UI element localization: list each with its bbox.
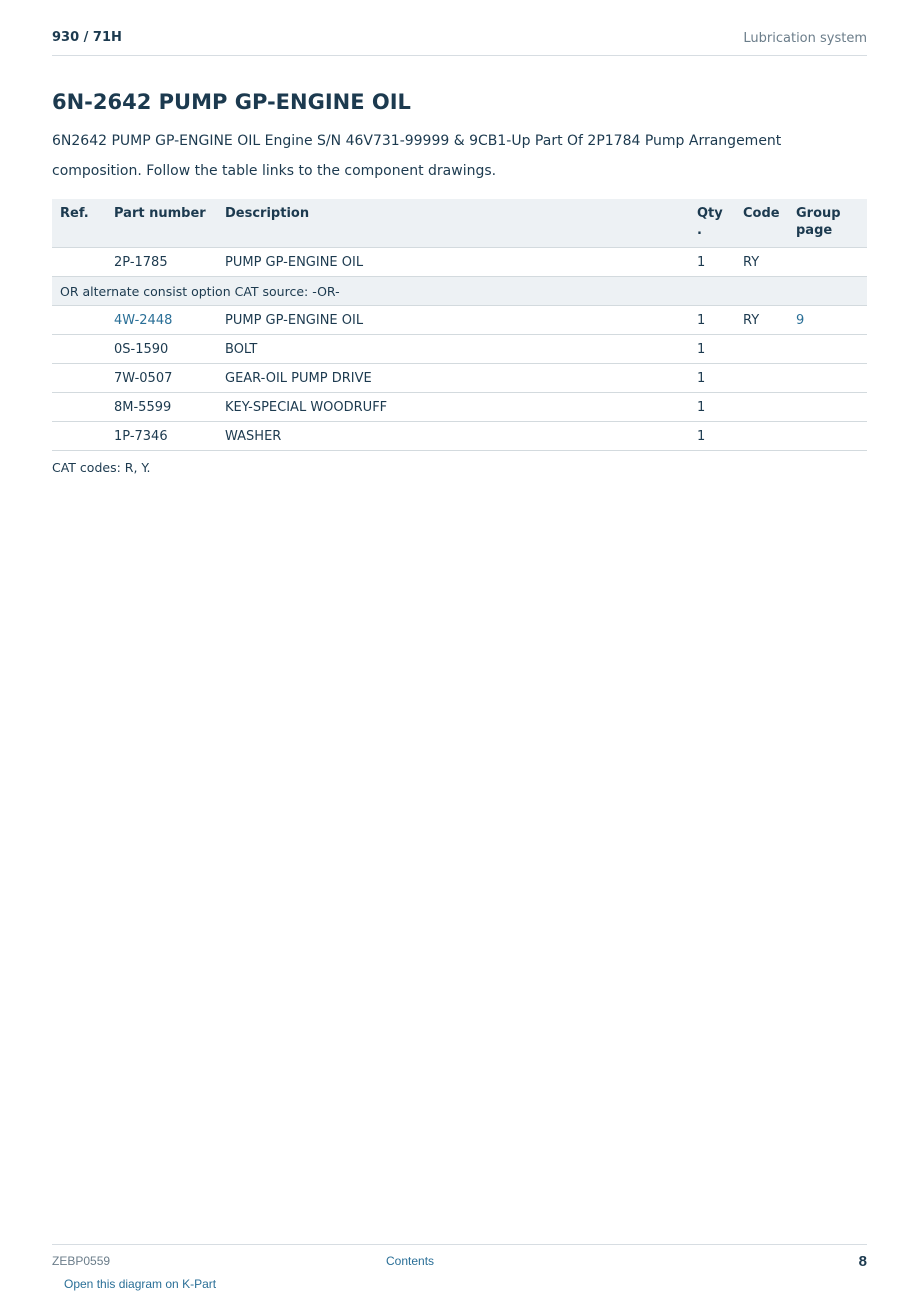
header-part-number: Part number <box>106 199 217 248</box>
table-row <box>52 393 867 422</box>
cell-description: KEY-SPECIAL WOODRUFF <box>217 393 689 422</box>
document-id: 930 / 71H <box>52 30 122 45</box>
cell-qty: 1 <box>689 364 735 393</box>
cell-description: PUMP GP-ENGINE OIL <box>217 306 689 335</box>
cell-group-page <box>788 364 867 393</box>
cell-qty: 1 <box>689 422 735 451</box>
cell-code <box>735 364 788 393</box>
table-header-row <box>52 199 867 248</box>
cell-part-number: 1P-7346 <box>106 422 217 451</box>
cell-qty: 1 <box>689 306 735 335</box>
alternate-note: OR alternate consist option CAT source: -OR- <box>52 277 867 306</box>
cell-group-page <box>788 422 867 451</box>
cell-qty: 1 <box>689 248 735 277</box>
cell-description: GEAR-OIL PUMP DRIVE <box>217 364 689 393</box>
cell-ref <box>52 393 106 422</box>
cell-code: RY <box>735 306 788 335</box>
cell-qty: 1 <box>689 335 735 364</box>
alternate-note-row <box>52 277 867 306</box>
cat-codes-note: CAT codes: R, Y. <box>52 460 151 475</box>
cell-ref <box>52 422 106 451</box>
cell-qty: 1 <box>689 393 735 422</box>
cell-ref <box>52 306 106 335</box>
table-row <box>52 422 867 451</box>
header-code: Code <box>735 199 788 248</box>
cell-group-page <box>788 248 867 277</box>
cell-ref <box>52 364 106 393</box>
cell-code <box>735 393 788 422</box>
cell-group-page <box>788 335 867 364</box>
intro-text: 6N2642 PUMP GP-ENGINE OIL Engine S/N 46V731-99999 & 9CB1-Up Part Of 2P1784 Pump Arrangement composition. Follow the table links to the component drawings. <box>52 133 782 179</box>
table-row <box>52 335 867 364</box>
page-title: 6N-2642 PUMP GP-ENGINE OIL <box>52 90 411 114</box>
table-row <box>52 306 867 335</box>
section-name: Lubrication system <box>743 31 867 46</box>
cell-part-number-link[interactable]: 4W-2448 <box>106 306 217 335</box>
page-number: 8 <box>858 1253 867 1270</box>
cell-group-page-link[interactable]: 9 <box>788 306 867 335</box>
cell-part-number: 7W-0507 <box>106 364 217 393</box>
header-ref: Ref. <box>52 199 106 248</box>
cell-group-page <box>788 393 867 422</box>
footer-doc-code: ZEBP0559 <box>52 1254 111 1268</box>
header-description: Description <box>217 199 689 248</box>
table-row <box>52 364 867 393</box>
page-footer <box>52 1244 867 1295</box>
page-header <box>52 28 867 56</box>
contents-link[interactable]: Contents <box>386 1254 435 1268</box>
cell-part-number: 0S-1590 <box>106 335 217 364</box>
cell-description: PUMP GP-ENGINE OIL <box>217 248 689 277</box>
cell-ref <box>52 335 106 364</box>
open-diagram-link[interactable]: Open this diagram on K-Part <box>64 1277 217 1291</box>
table-row <box>52 248 867 277</box>
parts-table <box>52 199 867 451</box>
cell-code <box>735 422 788 451</box>
header-group-page: Group page <box>788 199 867 248</box>
cell-code <box>735 335 788 364</box>
cell-code: RY <box>735 248 788 277</box>
cell-description: BOLT <box>217 335 689 364</box>
header-qty: Qty . <box>689 199 735 248</box>
cell-part-number: 8M-5599 <box>106 393 217 422</box>
cell-part-number: 2P-1785 <box>106 248 217 277</box>
cell-ref <box>52 248 106 277</box>
cell-description: WASHER <box>217 422 689 451</box>
